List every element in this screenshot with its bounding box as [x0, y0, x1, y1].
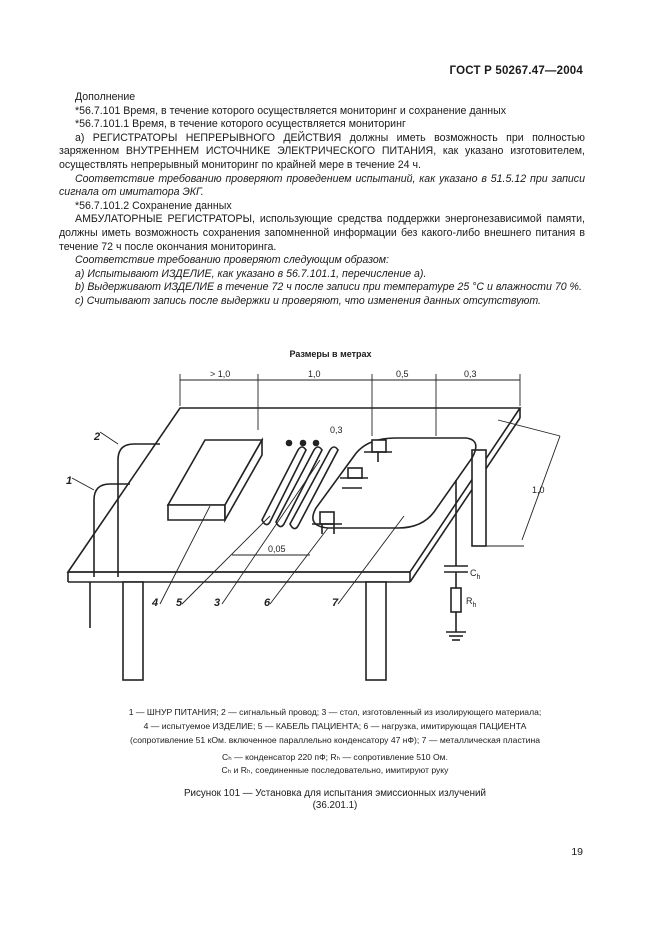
caption-title: Рисунок 101 — Установка для испытания эмиссионных излучений: [184, 788, 486, 799]
test-setup-figure: [0, 340, 661, 700]
clause-56-7-101-1: *56.7.101.1 Время, в течение которого осуществляется мониторинг: [75, 118, 406, 131]
figure-legend: [70, 705, 600, 747]
compliance-2: Соответствие требованию проверяют следующим образом:: [75, 254, 389, 267]
item-b: b) Выдерживают ИЗДЕЛИЕ в течение 72 ч после записи при температуре 25 °С и влажности 70 %.: [75, 281, 582, 294]
label-2: 2: [94, 431, 101, 443]
page-number: 19: [571, 846, 583, 858]
page-header: ГОСТ Р 50267.47—2004: [449, 65, 583, 77]
label-3: 3: [214, 597, 221, 609]
dim-label: > 1,0: [210, 369, 231, 379]
legend-line: 1 — ШНУР ПИТАНИЯ; 2 — сигнальный провод; 3 — стол, изготовленный из изолирующего материала;: [128, 707, 542, 717]
figure-caption: [100, 788, 570, 812]
label-4: 4: [152, 597, 159, 609]
label-7: 7: [332, 597, 339, 609]
resistor-label: $R_h$: [466, 596, 477, 609]
legend-line: Cₕ и Rₕ, соединенные последовательно, имитируют руку: [221, 765, 449, 775]
table-leg: [366, 582, 386, 680]
legend-line: 4 — испытуемое ИЗДЕЛИЕ; 5 — КАБЕЛЬ ПАЦИЕНТА; 6 — нагрузка, имитирующая ПАЦИЕНТА: [143, 721, 527, 731]
clause-56-7-101-2: *56.7.101.2 Сохранение данных: [75, 199, 232, 212]
dim-label: 0,5: [396, 369, 409, 379]
figure-dimensions-note: Размеры в метрах: [289, 349, 372, 359]
table-leg: [123, 582, 143, 680]
item-c: с) Считывают запись после выдержки и проверяют, что изменения данных отсутствуют.: [75, 294, 541, 307]
compliance-1: Соответствие требованию проверяют проведением испытаний, как указано в 51.5.12 при записи сигнала от имитатора ЭКГ.: [59, 172, 585, 199]
table-leg: [472, 450, 486, 546]
dim-label: 0,3: [330, 425, 343, 435]
figure-legend-notes: [90, 751, 580, 777]
label-6: 6: [264, 597, 271, 609]
label-1: 1: [66, 475, 73, 487]
clause-56-7-101: *56.7.101 Время, в течение которого осуществляется мониторинг и сохранение данных: [75, 104, 507, 117]
caption-ref: (36.201.1): [312, 800, 358, 811]
dim-label: 1,0: [532, 485, 545, 495]
item-a: а) Испытывают ИЗДЕЛИЕ, как указано в 56.7.101.1, перечисление а).: [75, 267, 427, 280]
body-text: [59, 91, 585, 309]
legend-line: (сопротивление 51 кОм. включенное параллельно конденсатору 47 нФ); 7 — металлическая пластина: [129, 735, 541, 745]
legend-line: Cₕ — конденсатор 220 пФ; Rₕ — сопротивление 510 Ом.: [222, 752, 448, 762]
capacitor-label: $C_h$: [470, 568, 481, 581]
resistor-rh: [451, 588, 461, 612]
addition-heading: Дополнение: [75, 91, 136, 103]
dim-label: 0,3: [464, 369, 477, 379]
paragraph-ambulatory: АМБУЛАТОРНЫЕ РЕГИСТРАТОРЫ, использующие средства поддержки энергонезависимой памяти, должны иметь возможность сохранения запомненной информации без какого-либо внешнего питания в течение 72 ч после окончания мониторинга.: [59, 213, 585, 253]
dim-label: 0,05: [268, 544, 286, 554]
paragraph-a: а) РЕГИСТРАТОРЫ НЕПРЕРЫВНОГО ДЕЙСТВИЯ должны иметь возможность при полностью заряженном ВНУТРЕННЕМ ИСТОЧНИКЕ ЭЛЕКТРИЧЕСКОГО ПИТАНИЯ, как указано изготовителем, осуществлять непрерывный мониторинг по крайней мере в течение 24 ч.: [59, 131, 585, 171]
label-5: 5: [176, 597, 183, 609]
dim-label: 1,0: [308, 369, 321, 379]
table-top: [68, 408, 520, 572]
